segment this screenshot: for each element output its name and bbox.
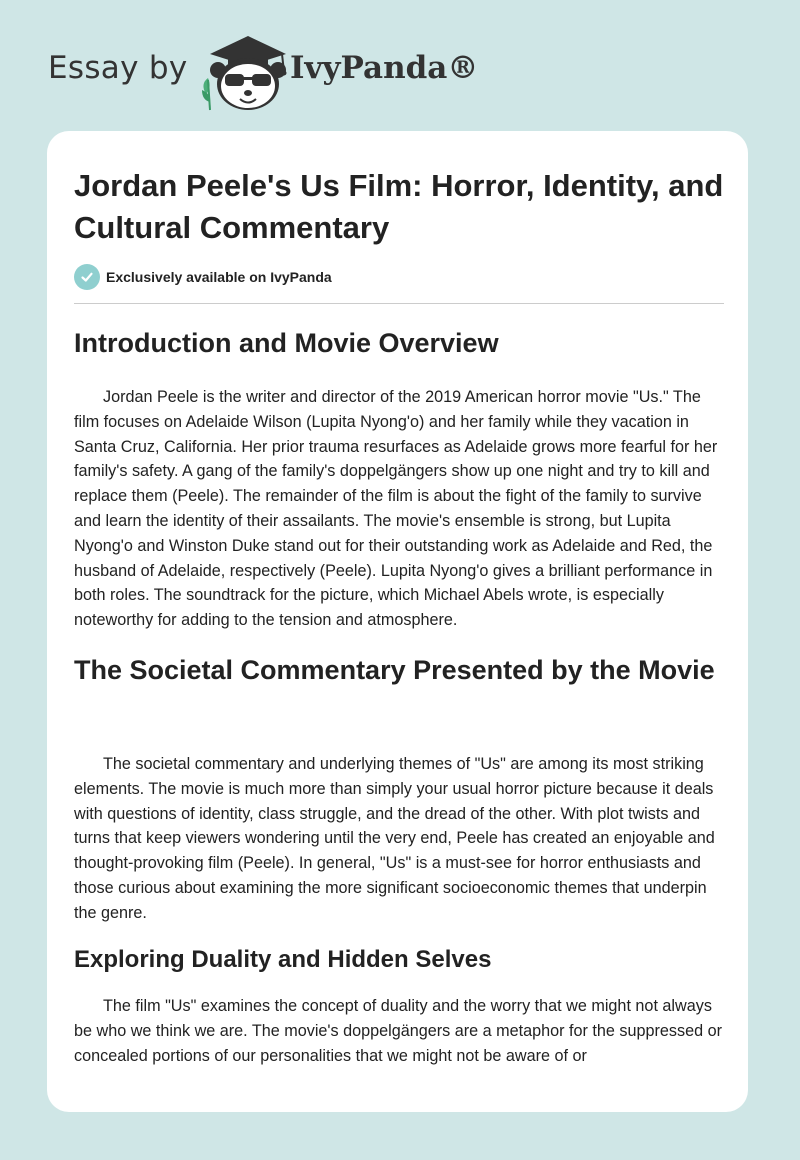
page-title: Jordan Peele's Us Film: Horror, Identity, and Cultural Commentary xyxy=(74,168,724,245)
section-paragraph: The film "Us" examines the concept of duality and the worry that we might not always be who we think we are. The movie's doppelgängers are a metaphor for the suppressed or concealed portions of our personalities that we might not be aware of or xyxy=(74,997,722,1065)
section-heading: The Societal Commentary Presented by the Movie xyxy=(74,655,715,685)
check-icon xyxy=(74,264,100,290)
brand-prefix: Essay by xyxy=(48,50,188,86)
article-card xyxy=(47,131,748,1112)
exclusive-badge xyxy=(74,263,332,291)
divider xyxy=(74,303,724,304)
badge-label: Exclusively available on IvyPanda xyxy=(106,269,332,285)
panda-logo-icon xyxy=(198,32,298,112)
section-heading: Exploring Duality and Hidden Selves xyxy=(74,946,492,973)
section-paragraph: Jordan Peele is the writer and director of the 2019 American horror movie "Us." The film focuses on Adelaide Wilson (Lupita Nyong'o) and her family while they vacation in Santa Cruz, California. Her prior trauma resurfaces as Adelaide grows more fearful for her family's safety. A gang of the family's doppelgängers show up one night and try to kill and replace them (Peele). The remainder of the film is about the fight of the family to survive and learn the identity of their assailants. The movie's ensemble is strong, but Lupita Nyong'o and Winston Duke stand out for their outstanding work as Adelaide and Red, the husband of Adelaide, respectively (Peele). Lupita Nyong'o gives a brilliant performance in both roles. The soundtrack for the picture, which Michael Abels wrote, is especially noteworthy for adding to the tension and atmosphere. xyxy=(74,388,718,630)
section-heading: Introduction and Movie Overview xyxy=(74,328,499,358)
site-header xyxy=(0,0,800,130)
brand-name[interactable]: IvyPanda® xyxy=(290,50,479,86)
section-paragraph: The societal commentary and underlying themes of "Us" are among its most striking elements. The movie is much more than simply your usual horror picture because it deals with questions of identity, class struggle, and the dread of the other. With plot twists and turns that keep viewers wondering until the very end, Peele has created an enjoyable and thought-provoking film (Peele). In general, "Us" is a must-see for horror enthusiasts and those curious about examining the more significant socioeconomic themes that underpin the genre. xyxy=(74,755,715,922)
